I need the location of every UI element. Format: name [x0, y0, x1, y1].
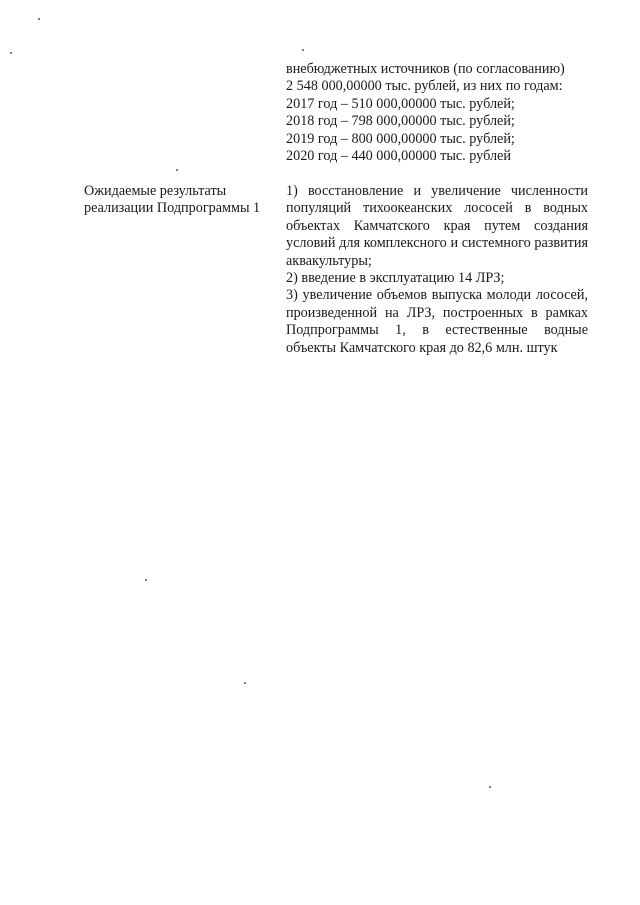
scan-speck [176, 169, 178, 171]
scan-speck [38, 18, 40, 20]
results-list [286, 183, 588, 357]
scan-speck [489, 786, 491, 788]
results-label: Ожидаемые результаты реализации Подпрограммы 1 [84, 183, 261, 217]
result-item-1: 1) восстановление и увеличение численности популяций тихоокеанских лососей в водных объектах Камчатского края путем создания условий для комплексного и системного развития аквакультуры; [286, 183, 588, 269]
scan-speck [302, 49, 304, 51]
scan-speck [244, 682, 246, 684]
funding-year-2017: 2017 год – 510 000,00000 тыс. рублей; [286, 95, 515, 112]
funding-total: 2 548 000,00000 тыс. рублей, из них по годам: [286, 78, 563, 95]
scan-speck [145, 579, 147, 581]
funding-block [286, 61, 591, 165]
funding-year-2019: 2019 год – 800 000,00000 тыс. рублей; [286, 130, 515, 147]
funding-year-2020: 2020 год – 440 000,00000 тыс. рублей [286, 148, 511, 165]
scan-speck [10, 52, 12, 54]
result-item-3: 3) увеличение объемов выпуска молоди лососей, произведенной на ЛРЗ, построенных в рамках Подпрограммы 1, в естественные водные объекты Камчатского края до 82,6 млн. штук [286, 287, 588, 356]
funding-year-2018: 2018 год – 798 000,00000 тыс. рублей; [286, 113, 515, 130]
result-item-2: 2) введение в эксплуатацию 14 ЛРЗ; [286, 270, 505, 287]
funding-intro: внебюджетных источников (по согласованию) [286, 61, 565, 77]
